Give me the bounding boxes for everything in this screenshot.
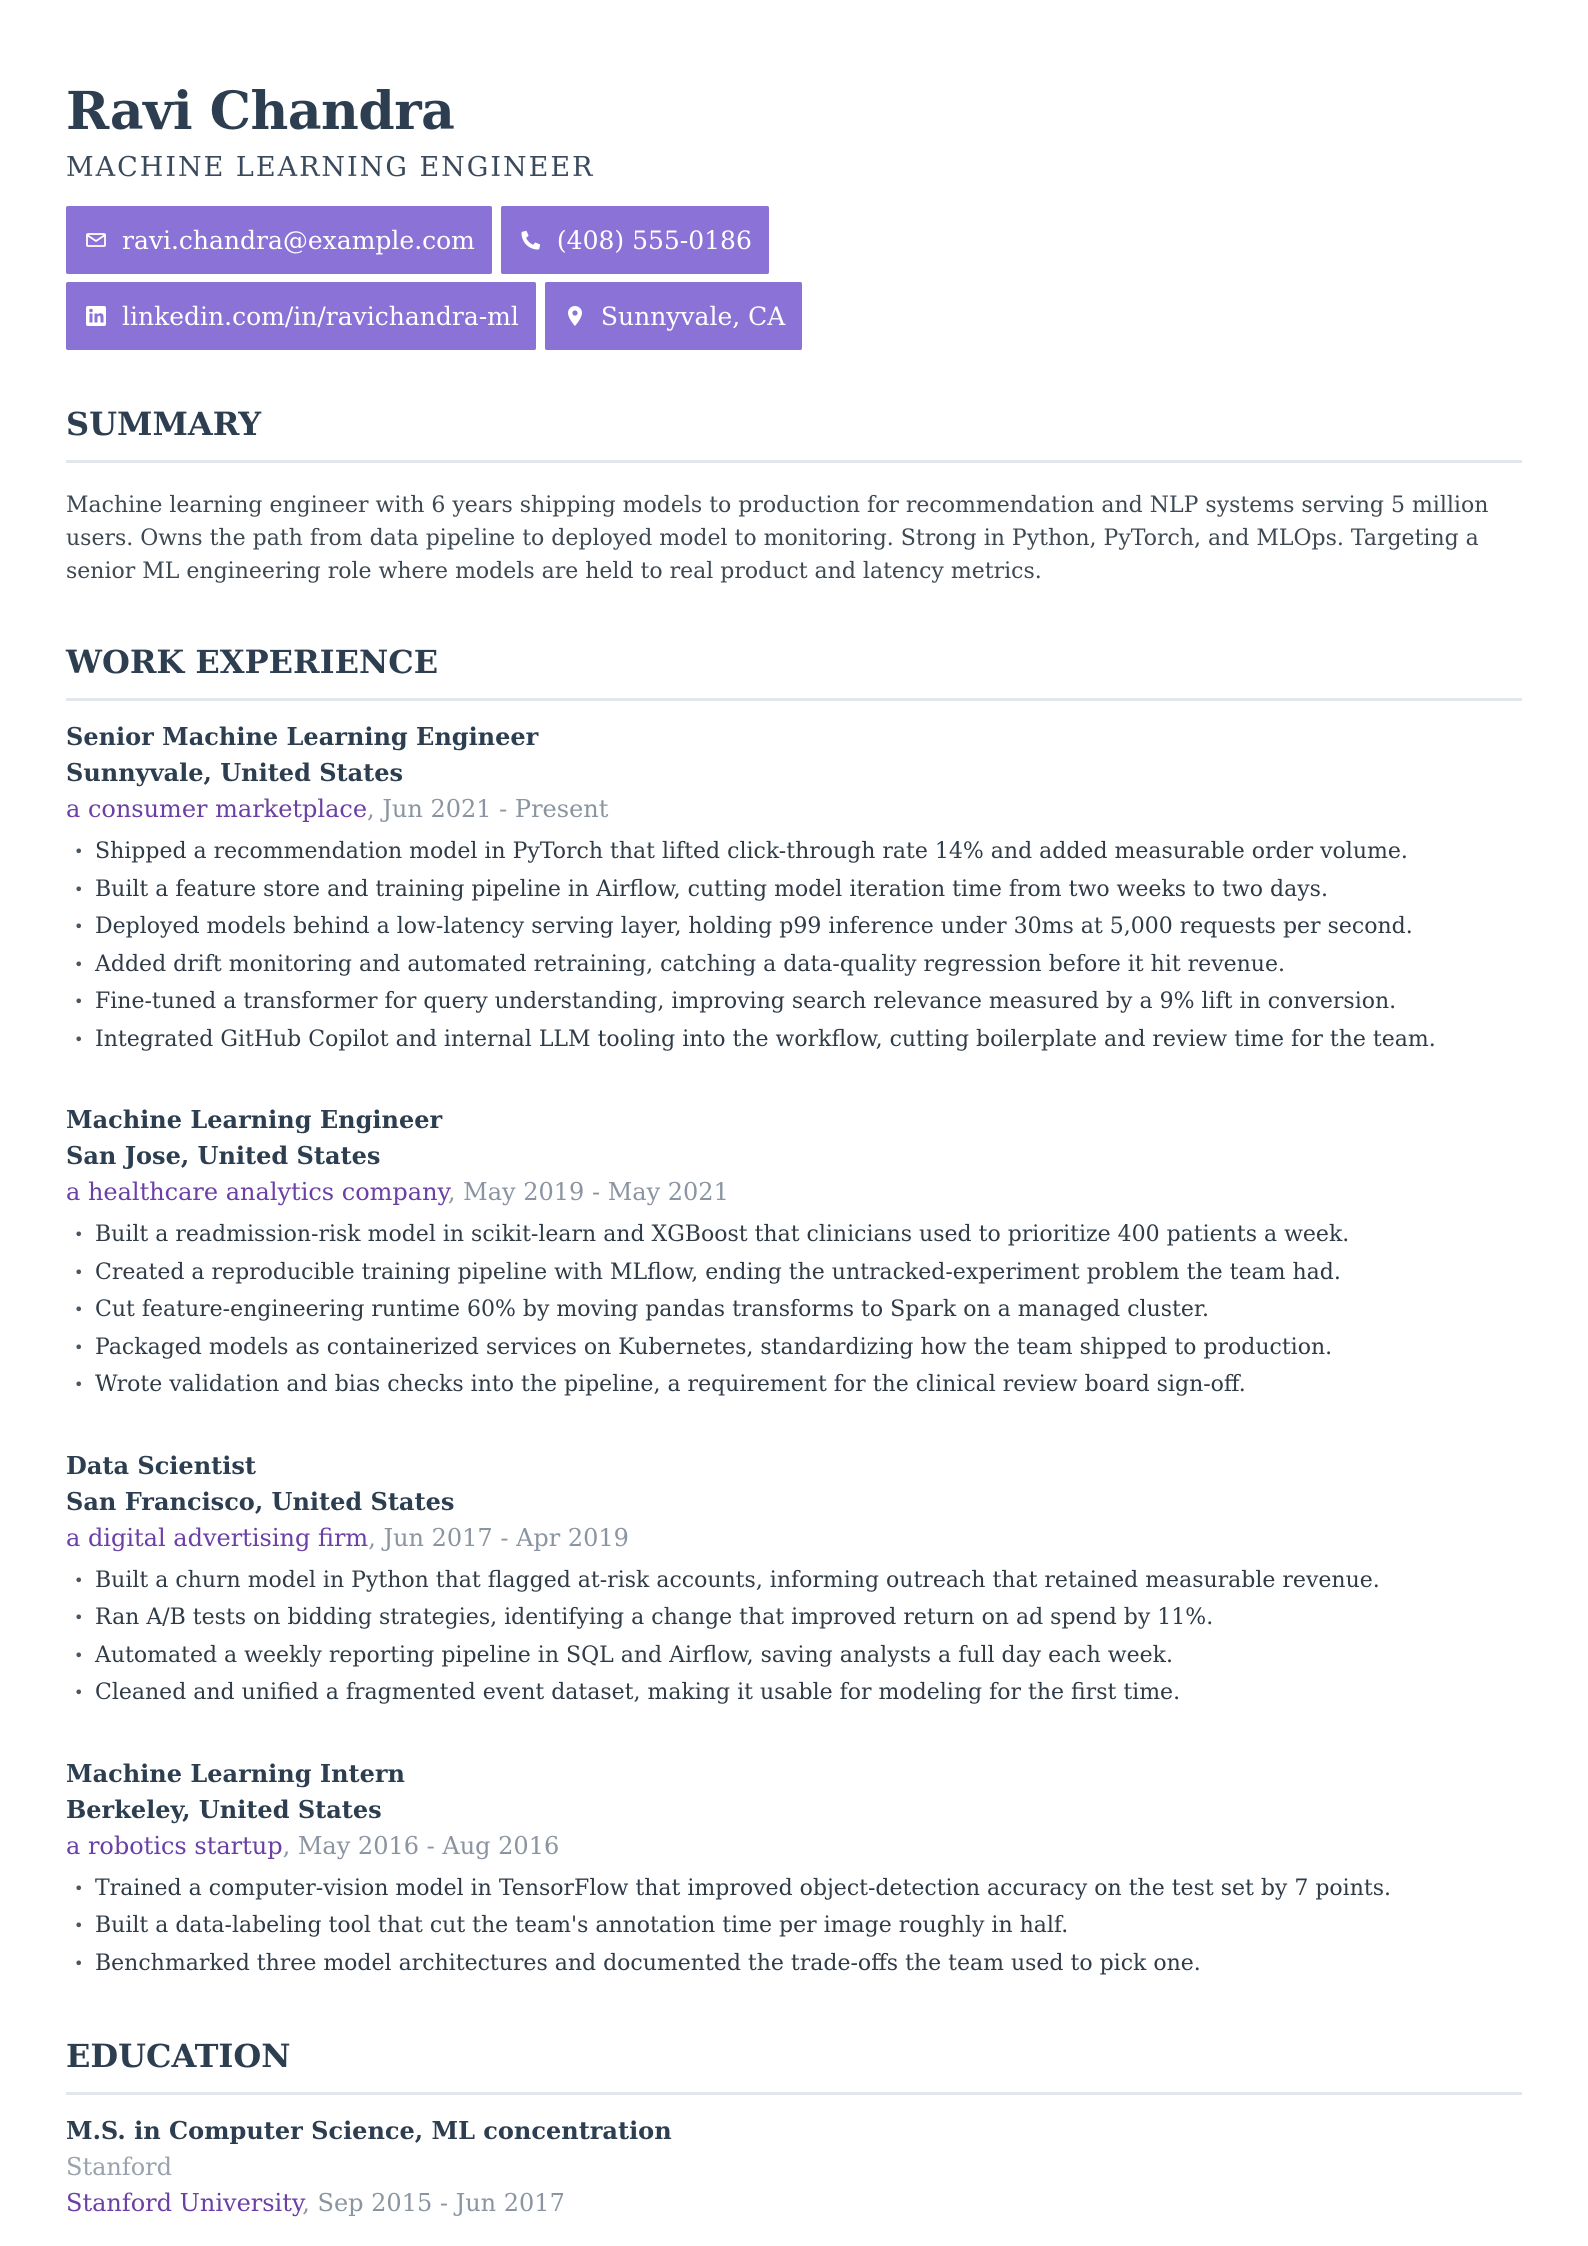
job-meta: a consumer marketplace, Jun 2021 - Present xyxy=(66,795,609,823)
section-heading: EDUCATION xyxy=(66,2036,1522,2095)
education-meta: Stanford University, Sep 2015 - Jun 2017 xyxy=(66,2189,565,2217)
bullet-item: • Built a data-labeling tool that cut the team's annotation time per image roughly in half. xyxy=(66,1907,1522,1945)
job-entry xyxy=(66,1102,1522,1404)
resume-header xyxy=(66,80,1522,350)
location-chip[interactable] xyxy=(545,282,802,350)
job-dates: May 2016 - Aug 2016 xyxy=(297,1831,560,1860)
bullet-item: • Wrote validation and bias checks into the pipeline, a requirement for the clinical review board sign-off. xyxy=(66,1366,1522,1404)
job-meta: a robotics startup, May 2016 - Aug 2016 xyxy=(66,1831,560,1860)
linkedin-icon xyxy=(82,302,110,330)
job-entry xyxy=(66,719,1522,1058)
map-pin-icon xyxy=(561,302,589,330)
job-bullets xyxy=(66,1216,1522,1404)
job-title: Machine Learning Engineer xyxy=(66,1105,443,1134)
company-name: a consumer marketplace xyxy=(66,795,368,823)
bullet-item: • Automated a weekly reporting pipeline in SQL and Airflow, saving analysts a full day each week. xyxy=(66,1637,1522,1675)
bullet-item: • Integrated GitHub Copilot and internal LLM tooling into the workflow, cutting boilerplate and review time for the team. xyxy=(66,1021,1522,1059)
bullet-item: • Benchmarked three model architectures and documented the trade-offs the team used to pick one. xyxy=(66,1945,1522,1983)
job-meta: a healthcare analytics company, May 2019 - May 2021 xyxy=(66,1178,729,1206)
company-name: a digital advertising firm xyxy=(66,1523,369,1552)
bullet-item: • Built a feature store and training pipeline in Airflow, cutting model iteration time from two weeks to two days. xyxy=(66,871,1522,909)
job-location: Berkeley, United States xyxy=(66,1794,382,1824)
phone-text: (408) 555-0186 xyxy=(556,225,752,255)
school-location: Stanford xyxy=(66,2153,173,2181)
bullet-item: • Built a readmission-risk model in scikit-learn and XGBoost that clinicians used to prioritize 400 patients a week. xyxy=(66,1216,1522,1254)
company-name: a healthcare analytics company xyxy=(66,1178,448,1206)
school-name: Stanford University xyxy=(66,2189,303,2217)
education-dates: Sep 2015 - Jun 2017 xyxy=(317,2189,565,2217)
job-bullets xyxy=(66,833,1522,1058)
bullet-item: • Fine-tuned a transformer for query understanding, improving search relevance measured by a 9% lift in conversion. xyxy=(66,983,1522,1021)
bullet-item: • Added drift monitoring and automated retraining, catching a data-quality regression before it hit revenue. xyxy=(66,946,1522,984)
bullet-item: • Built a churn model in Python that flagged at-risk accounts, informing outreach that retained measurable revenue. xyxy=(66,1562,1522,1600)
bullet-item: • Trained a computer-vision model in TensorFlow that improved object-detection accuracy on the test set by 7 points. xyxy=(66,1870,1522,1908)
bullet-item: • Created a reproducible training pipeline with MLflow, ending the untracked-experiment problem the team had. xyxy=(66,1254,1522,1292)
job-dates: May 2019 - May 2021 xyxy=(463,1178,729,1206)
job-title: Machine Learning Intern xyxy=(66,1758,405,1788)
job-location: San Francisco, United States xyxy=(66,1486,455,1516)
contact-row xyxy=(66,206,1522,274)
job-entry xyxy=(66,1448,1522,1712)
experience-section xyxy=(66,642,1522,1982)
job-location: Sunnyvale, United States xyxy=(66,758,404,787)
section-heading: SUMMARY xyxy=(66,404,1522,463)
bullet-item: • Cleaned and unified a fragmented event dataset, making it usable for modeling for the first time. xyxy=(66,1674,1522,1712)
location-text: Sunnyvale, CA xyxy=(600,301,786,331)
section-heading: WORK EXPERIENCE xyxy=(66,642,1522,701)
bullet-item: • Ran A/B tests on bidding strategies, identifying a change that improved return on ad spend by 11%. xyxy=(66,1599,1522,1637)
job-entry xyxy=(66,1756,1522,1983)
phone-icon xyxy=(517,226,545,254)
job-location: San Jose, United States xyxy=(66,1141,381,1170)
bullet-item: • Shipped a recommendation model in PyTorch that lifted click-through rate 14% and added measurable order volume. xyxy=(66,833,1522,871)
job-title: Data Scientist xyxy=(66,1450,256,1480)
job-dates: Jun 2021 - Present xyxy=(382,795,609,823)
summary-text: Machine learning engineer with 6 years shipping models to production for recommendation and NLP systems serving 5 million users. Owns the path from data pipeline to deployed model to monitoring. Strong in Python, PyTorch, and MLOps. Targeting a senior ML engineering role where models are held to real product and latency metrics. xyxy=(66,493,1489,584)
job-bullets xyxy=(66,1870,1522,1983)
job-meta: a digital advertising firm, Jun 2017 - Apr 2019 xyxy=(66,1523,629,1552)
bullet-item: • Cut feature-engineering runtime 60% by moving pandas transforms to Spark on a managed cluster. xyxy=(66,1291,1522,1329)
job-dates: Jun 2017 - Apr 2019 xyxy=(383,1523,629,1552)
envelope-icon xyxy=(82,226,110,254)
education-entry xyxy=(66,2113,1522,2221)
company-name: a robotics startup xyxy=(66,1831,283,1860)
phone-chip[interactable] xyxy=(501,206,769,274)
job-title: Senior Machine Learning Engineer xyxy=(66,722,539,751)
contact-row xyxy=(66,282,1522,350)
bullet-item: • Packaged models as containerized services on Kubernetes, standardizing how the team shipped to production. xyxy=(66,1329,1522,1367)
job-bullets xyxy=(66,1562,1522,1712)
summary-section xyxy=(66,404,1522,588)
degree-name: M.S. in Computer Science, ML concentration xyxy=(66,2116,672,2145)
linkedin-chip[interactable] xyxy=(66,282,536,350)
email-chip[interactable] xyxy=(66,206,492,274)
linkedin-text: linkedin.com/in/ravichandra-ml xyxy=(122,301,519,331)
candidate-title: MACHINE LEARNING ENGINEER xyxy=(66,152,595,183)
contact-list xyxy=(66,206,1522,350)
bullet-item: • Deployed models behind a low-latency serving layer, holding p99 inference under 30ms at 5,000 requests per second. xyxy=(66,908,1522,946)
email-text: ravi.chandra@example.com xyxy=(122,225,475,255)
education-section xyxy=(66,2036,1522,2221)
candidate-name: Ravi Chandra xyxy=(66,81,455,142)
